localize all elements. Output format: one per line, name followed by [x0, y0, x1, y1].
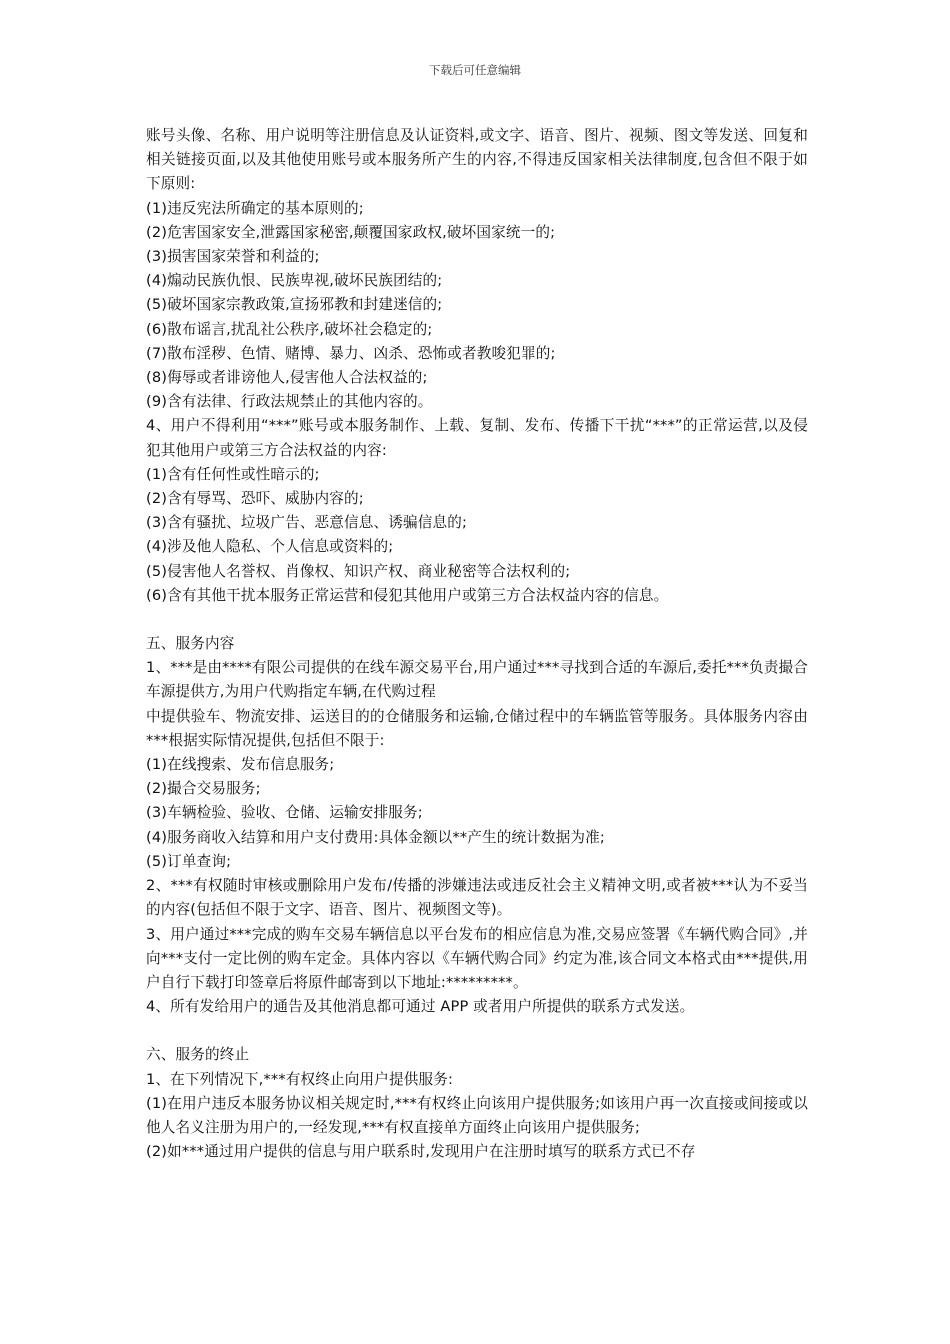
paragraph: (2)如***通过用户提供的信息与用户联系时,发现用户在注册时填写的联系方式已不存 [146, 1143, 696, 1161]
paragraph: 中提供验车、物流安排、运送目的的仓储服务和运输,仓储过程中的车辆监管等服务。具体服务内容由***根据实际情况提供,包括但不限于: [146, 707, 808, 749]
list-item: (5)订单查询; [146, 852, 232, 870]
list-item: (1)含有任何性或性暗示的; [146, 465, 320, 483]
list-item: (2)含有辱骂、恐吓、威胁内容的; [146, 490, 364, 508]
list-item: (3)含有骚扰、垃圾广告、恶意信息、诱骗信息的; [146, 514, 468, 532]
list-item: (7)散布淫秽、色情、赌博、暴力、凶杀、恐怖或者教唆犯罪的; [146, 344, 556, 362]
list-item: (5)破坏国家宗教政策,宣扬邪教和封建迷信的; [146, 296, 443, 314]
paragraph: 4、用户不得利用“***”账号或本服务制作、上载、复制、发布、传播下干扰“***”的正常运营,以及侵犯其他用户或第三方合法权益的内容: [146, 417, 808, 459]
paragraph: 2、***有权随时审核或删除用户发布/传播的涉嫌违法或违反社会主义精神文明,或者被***认为不妥当的内容(包括但不限于文字、语音、图片、视频图文等)。 [146, 877, 808, 919]
section-spacer [146, 608, 808, 632]
list-item: (4)煽动民族仇恨、民族卑视,破坏民族团结的; [146, 272, 443, 290]
section-heading: 六、服务的终止 [146, 1046, 250, 1064]
list-item: (8)侮辱或者诽谤他人,侵害他人合法权益的; [146, 369, 428, 387]
list-item: (1)违反宪法所确定的基本原则的; [146, 199, 364, 217]
list-item: (5)侵害他人名誉权、肖像权、知识产权、商业秘密等合法权利的; [146, 562, 571, 580]
paragraph: 1、在下列情况下,***有权终止向用户提供服务: [146, 1070, 454, 1088]
list-item: (6)含有其他干扰本服务正常运营和侵犯其他用户或第三方合法权益内容的信息。 [146, 586, 669, 604]
page-header: 下载后可任意编辑 [429, 63, 521, 77]
list-item: (3)损害国家荣誉和利益的; [146, 248, 320, 266]
section-spacer [146, 1019, 808, 1043]
section-heading: 五、服务内容 [146, 635, 235, 653]
paragraph: 1、***是由****有限公司提供的在线车源交易平台,用户通过***寻找到合适的车源后,委托***负责撮合车源提供方,为用户代购指定车辆,在代购过程 [146, 659, 808, 701]
list-item: (4)涉及他人隐私、个人信息或资料的; [146, 538, 394, 556]
paragraph: (1)在用户违反本服务协议相关规定时,***有权终止向该用户提供服务;如该用户再一次直接或间接或以他人名义注册为用户的,一经发现,***有权直接单方面终止向该用户提供服务; [146, 1094, 808, 1136]
paragraph: 账号头像、名称、用户说明等注册信息及认证资料,或文字、语音、图片、视频、图文等发送、回复和相关链接页面,以及其他使用账号或本服务所产生的内容,不得违反国家相关法律制度,包含但不限于如下原则: [146, 127, 808, 193]
document-body [146, 124, 808, 1164]
list-item: (2)危害国家安全,泄露国家秘密,颠覆国家政权,破坏国家统一的; [146, 223, 556, 241]
list-item: (9)含有法律、行政法规禁止的其他内容的。 [146, 393, 433, 411]
list-item: (6)散布谣言,扰乱社公秩序,破坏社会稳定的; [146, 320, 433, 338]
list-item: (2)撮合交易服务; [146, 780, 261, 798]
list-item: (3)车辆检验、验收、仓储、运输安排服务; [146, 804, 423, 822]
paragraph: 4、所有发给用户的通告及其他消息都可通过 APP 或者用户所提供的联系方式发送。 [146, 998, 695, 1016]
list-item: (1)在线搜索、发布信息服务; [146, 756, 335, 774]
paragraph: 3、用户通过***完成的购车交易车辆信息以平台发布的相应信息为准,交易应签署《车辆代购合同》,并向***支付一定比例的购车定金。具体内容以《车辆代购合同》约定为准,该合同文本格式由***提供,用户自行下载打印签章后将原件邮寄到以下地址:*********。 [146, 925, 808, 991]
list-item: (4)服务商收入结算和用户支付费用:具体金额以**产生的统计数据为准; [146, 828, 605, 846]
